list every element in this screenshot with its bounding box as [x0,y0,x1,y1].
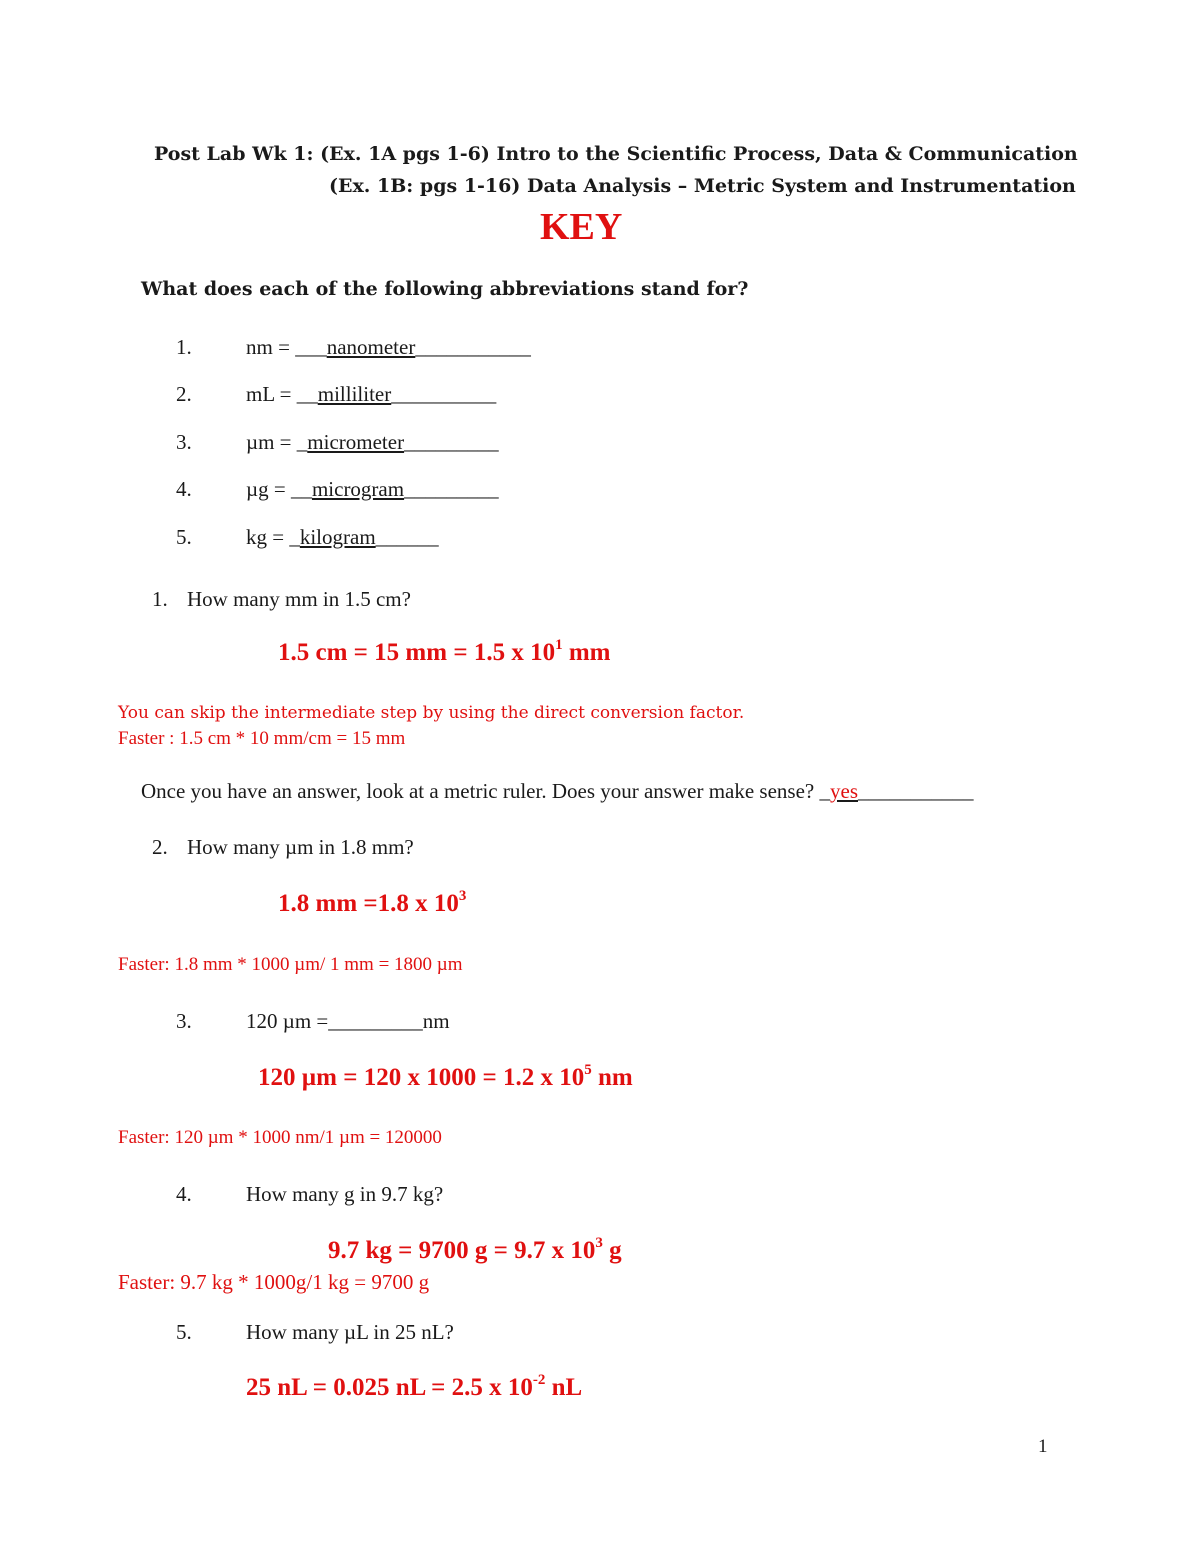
blank-line: _ [819,779,830,803]
blank-line: _________ [328,1009,423,1033]
blank-line: _ [296,430,308,454]
abbreviation-item [246,525,439,550]
abbreviation-item [246,430,499,455]
answer-equation [246,1374,582,1402]
followup-text: Once you have an answer, look at a metric ruler. Does your answer make sense? [141,779,820,803]
faster-note: Faster: 9.7 kg * 1000g/1 kg = 9700 g [118,1270,430,1294]
answer-unit: mm [562,639,611,666]
blank-line: __ [290,477,312,501]
abbreviation-term: µm = [246,430,297,454]
question-number: 5. [176,1320,192,1344]
followup-question [141,779,974,804]
abbreviation-term: nm = [246,335,296,359]
page-number: 1 [1038,1436,1048,1457]
answer-exponent: 1 [555,637,563,653]
blank-line: ___________ [858,779,974,803]
question-text: How many µm in 1.8 mm? [187,835,414,859]
followup-answer: yes [830,779,858,803]
question-number: 2. [152,835,168,859]
question-number: 4. [176,1182,192,1206]
answer-exponent: 3 [595,1235,603,1251]
question-number: 3. [176,1009,192,1033]
answer-exponent: 3 [458,888,467,904]
key-label: KEY [540,206,623,248]
abbreviation-answer: microgram [311,477,405,501]
abbreviation-term: µg = [246,477,291,501]
answer-main: 120 µm = 120 x 1000 = 1.2 x 10 [258,1064,585,1091]
list-item-number: 2. [176,382,192,406]
faster-note: Faster: 1.8 mm * 1000 µm/ 1 mm = 1800 µm [118,954,463,975]
blank-line: ______ [375,525,439,549]
answer-equation [328,1237,622,1265]
answer-main: 25 nL = 0.025 nL = 2.5 x 10 [246,1374,533,1401]
abbreviations-heading: What does each of the following abbreviations stand for? [141,278,749,300]
answer-note: You can skip the intermediate step by using the direct conversion factor. [118,703,745,723]
question-text-pre: 120 µm = [246,1009,329,1033]
answer-unit: g [602,1237,622,1264]
answer-main: 1.5 cm = 15 mm = 1.5 x 10 [278,639,556,666]
answer-main: 1.8 mm =1.8 x 10 [278,890,459,917]
list-item-number: 1. [176,335,192,359]
blank-line: ___ [295,335,327,359]
answer-equation [278,639,610,667]
abbreviation-item [246,477,499,502]
blank-line: _ [289,525,300,549]
blank-line: __________ [391,382,497,406]
blank-line: _________ [404,477,499,501]
answer-equation [278,890,466,918]
abbreviation-term: kg = [246,525,290,549]
abbreviation-term: mL = [246,382,297,406]
answer-exponent: -2 [532,1372,546,1388]
blank-line: __ [296,382,318,406]
abbreviation-answer: kilogram [299,525,376,549]
question-text: How many g in 9.7 kg? [246,1182,444,1206]
list-item-number: 5. [176,525,192,549]
faster-note: Faster: 120 µm * 1000 nm/1 µm = 120000 [118,1127,442,1148]
answer-equation [258,1064,633,1092]
abbreviation-answer: micrometer [307,430,405,454]
abbreviation-answer: nanometer [326,335,416,359]
list-item-number: 4. [176,477,192,501]
abbreviation-item [246,382,496,407]
abbreviation-item [246,335,531,360]
answer-unit: nm [591,1064,633,1091]
faster-note: Faster : 1.5 cm * 10 mm/cm = 15 mm [118,728,406,749]
abbreviation-answer: milliliter [317,382,392,406]
answer-main: 9.7 kg = 9700 g = 9.7 x 10 [328,1237,596,1264]
title-line-2: (Ex. 1B: pgs 1-16) Data Analysis – Metric System and Instrumentation [329,175,1076,197]
answer-exponent: 5 [584,1062,592,1078]
question-text [246,1009,450,1034]
question-number: 1. [152,587,168,611]
list-item-number: 3. [176,430,192,454]
question-text: How many µL in 25 nL? [246,1320,454,1344]
title-line-1: Post Lab Wk 1: (Ex. 1A pgs 1-6) Intro to the Scientific Process, Data & Communication [154,143,1078,165]
answer-unit: nL [545,1374,583,1401]
blank-line: _________ [404,430,499,454]
blank-line: ___________ [415,335,531,359]
question-text: How many mm in 1.5 cm? [187,587,411,611]
question-text-unit: nm [422,1009,450,1033]
